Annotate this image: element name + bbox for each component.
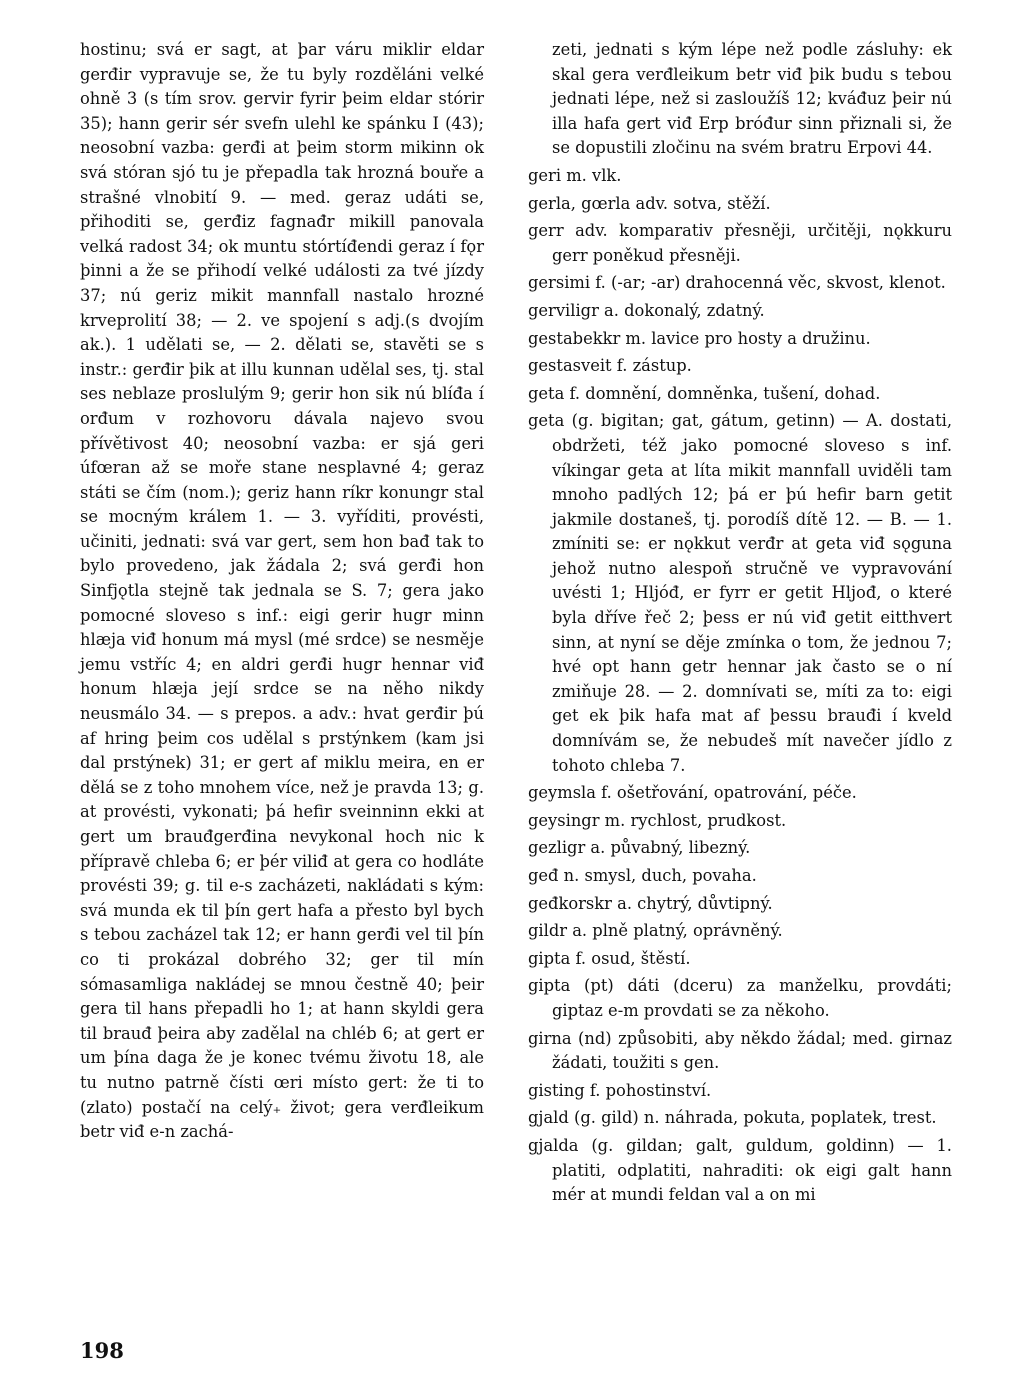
entry-gerviligr: gerviligr a. dokonalý, zdatný. [528, 300, 765, 320]
entry-gipta-noun: gipta f. osud, štěstí. [528, 948, 691, 968]
left-column [80, 38, 484, 1145]
entry-gedkorskr: geđkorskr a. chytrý, důvtipný. [528, 893, 773, 913]
entry-gestabekkr: gestabekkr m. lavice pro hosty a družinu. [528, 328, 871, 348]
entry-gisting: gisting f. pohostinství. [528, 1080, 712, 1100]
entry-geta-verb: geta (g. bigitan; gat, gátum, getinn) — A. dostati, obdržeti, též jako pomocné sloveso s inf. víkingar geta at líta mikit mannfall uviděli tam mnoho padlých 12; þá er þú hefir barn getit jakmile dostaneš, tj. porodíš dítě 12. — B. — 1. zmíniti se: er nǫkkut verđr at geta viđ sǫguna jehož nutno alespoň stručně ve vypravování uvésti 1; Hljóđ, er fyrr er getit Hljođ, o které byla dříve řeč 2; þess er nú viđ getit eitthvert sinn, at nyní se děje zmínka o tom, že jednou 7; hvé opt hann getr hennar jak často se o ní zmiňuje 28. — 2. domnívati se, míti za to: eigi get ek þik hafa mat af þessu brauđi í kveld domnívám se, že nebudeš mít navečer jídlo z tohoto chleba 7. [528, 411, 952, 775]
entry-geri: geri m. vlk. [528, 165, 622, 185]
entry-continuation: zeti, jednati s kým lépe než podle zásluhy: ek skal gera verđleikum betr viđ þik budu s tebou jednati lépe, než si zasloužíš 12; kváđuz þeir nú illa hafa gert viđ Erp bróđur sinn přiznali si, že se dopustili zločinu na svém bratru Erpovi 44. [552, 40, 952, 158]
entry-gerla: gerla, gœrla adv. sotva, stěží. [528, 193, 771, 213]
entry-girna: girna (nd) způsobiti, aby někdo žádal; med. girnaz žádati, toužiti s gen. [528, 1028, 952, 1073]
entry-geymsla: geymsla f. ošetřování, opatrování, péče. [528, 783, 857, 803]
entry-geta-noun: geta f. domnění, domněnka, tušení, dohad. [528, 383, 881, 403]
right-column [528, 38, 952, 1211]
entry-gezligr: gezligr a. půvabný, libezný. [528, 838, 751, 858]
entry-gersimi: gersimi f. (-ar; -ar) drahocenná věc, skvost, klenot. [528, 273, 946, 293]
entry-gerr: gerr adv. komparativ přesněji, určitěji, nǫkkuru gerr poněkud přesněji. [528, 221, 952, 265]
entry-gestasveit: gestasveit f. zástup. [528, 356, 692, 376]
entry-gipta-verb: gipta (pt) dáti (dceru) za manželku, provdáti; giptaz e-m provdati se za někoho. [528, 976, 952, 1020]
entry-gjald: gjald (g. gild) n. náhrada, pokuta, poplatek, trest. [528, 1108, 937, 1128]
page-number: 198 [80, 1338, 124, 1363]
left-column-text: hostinu; svá er sagt, at þar váru miklir eldar gerđir vypravuje se, že tu byly rozděláni velké ohně 3 (s tím srov. gervir fyrir þeim eldar stórir 35); hann gerir sér svefn ulehl ke spánku I (43); neosobní vazba: gerđi at þeim storm mikinn ok svá stóran sjó tu je přepadla tak hrozná bouře a strašné vlnobití 9. — med. geraz udáti se, přihoditi se, gerđiz fagnađr mikill panovala velká radost 34; ok muntu stórtíđendi geraz í fǫr þinni a že se přihodí velké události za tvé jízdy 37; nú geriz mikit mannfall nastalo hrozné krveprolití 38; — 2. ve spojení s adj.(s dvojím ak.). 1 udělati se, — 2. dělati se, stavěti se s instr.: gerđir þik at illu kunnan udělal ses, tj. stal ses neblaze proslulým 9; gerir hon sik nú blíđa í orđum v rozhovoru dávala najevo svou přívětivost 40; neosobní vazba: er sjá geri úfœran až se moře stane nesplavné 4; geraz státi se čím (nom.); geriz hann ríkr konungr stal se mocným králem 1. — 3. vyříditi, provésti, učiniti, jednati: svá var gert, sem hon bađ tak to bylo provedeno, jak žádala 2; svá gerđi hon Sinfjǫtla stejně tak jednala se S. 7; gera jako pomocné sloveso s inf.: eigi gerir hugr minn hlæja viđ honum má mysl (mé srdce) se nesměje jemu vstříc 4; en aldri gerđi hugr hennar viđ honum hlæja její srdce se na něho nikdy neusmálo 34. — s prepos. a adv.: hvat gerđir þú af hring þeim cos udělal s prstýnkem (kam jsi dal prstýnek) 31; er gert af miklu meira, en er dělá se z toho mnohem více, než je pravda 13; g. at provésti, vykonati; þá hefir sveinninn ekki at gert um brauđgerđina nevykonal hoch nic k přípravě chleba 6; er þér viliđ at gera co hodláte provésti 39; g. til e-s zacházeti, nakládati s kým: svá munda ek til þín gert hafa a přesto byl bych s tebou zacházel tak 12; er hann gerđi vel til þín co ti prokázal dobrého 32; ger til mín sómasamliga nakládej se mnou čestně 40; þeir gera til hans přepadli ho 1; at hann skyldi gera til brauđ þeira aby zadělal na chléb 6; at gert er um þína daga že je konec tvému životu 18, ale tu nutno patrně čísti œri místo gert: že ti to (zlato) postačí na celý₊ život; gera verđleikum betr viđ e-n zachá- [80, 40, 484, 1142]
entry-ged: geđ n. smysl, duch, povaha. [528, 866, 757, 885]
entry-geysingr: geysingr m. rychlost, prudkost. [528, 810, 787, 830]
entry-gjalda: gjalda (g. gildan; galt, guldum, goldinn) — 1. platiti, odplatiti, nahraditi: ok eigi galt hann mér at mundi feldan val a on mi [528, 1135, 952, 1205]
entry-gildr: gildr a. plně platný, oprávněný. [528, 921, 783, 941]
